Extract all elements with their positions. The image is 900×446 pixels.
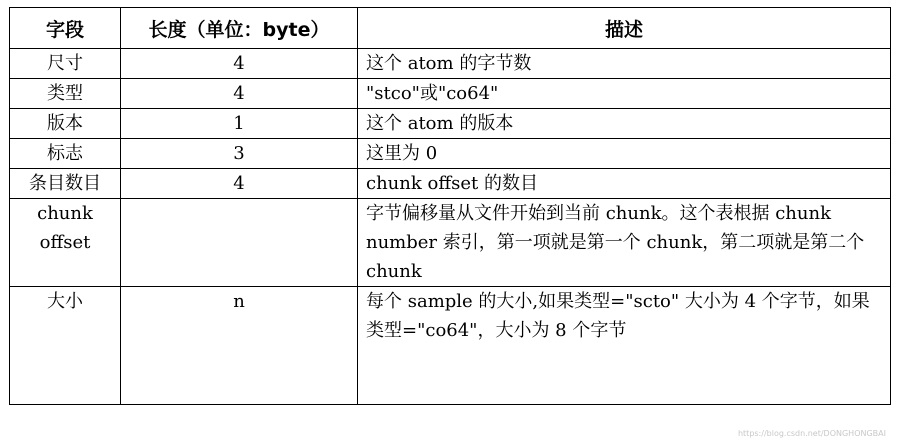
description-cell: "stco"或"co64" xyxy=(358,79,891,109)
description-cell: 这里为 0 xyxy=(358,139,891,169)
table-row xyxy=(10,49,891,79)
description-cell: 字节偏移量从文件开始到当前 chunk。这个表根据 chunk number 索引，第一项就是第一个 chunk，第二项就是第二个 chunk xyxy=(358,199,891,287)
field-cell: 标志 xyxy=(10,139,121,169)
header-length: 长度（单位：byte） xyxy=(121,8,358,49)
field-cell: 版本 xyxy=(10,109,121,139)
table-row xyxy=(10,139,891,169)
table-row xyxy=(10,199,891,287)
length-cell: 3 xyxy=(121,139,358,169)
table-row xyxy=(10,79,891,109)
atom-spec-table xyxy=(9,7,891,405)
table-row xyxy=(10,287,891,405)
header-row xyxy=(10,8,891,49)
header-field: 字段 xyxy=(10,8,121,49)
description-cell: 这个 atom 的版本 xyxy=(358,109,891,139)
field-cell: 大小 xyxy=(10,287,121,405)
table-row xyxy=(10,169,891,199)
table-row xyxy=(10,109,891,139)
description-cell: chunk offset 的数目 xyxy=(358,169,891,199)
field-cell: chunk offset xyxy=(10,199,121,287)
field-cell: 条目数目 xyxy=(10,169,121,199)
description-cell: 这个 atom 的字节数 xyxy=(358,49,891,79)
length-cell: 1 xyxy=(121,109,358,139)
field-cell: 尺寸 xyxy=(10,49,121,79)
field-cell: 类型 xyxy=(10,79,121,109)
length-cell: 4 xyxy=(121,79,358,109)
length-cell xyxy=(121,199,358,287)
length-cell: n xyxy=(121,287,358,405)
watermark: https://blog.csdn.net/DONGHONGBAI xyxy=(737,429,886,438)
description-cell: 每个 sample 的大小,如果类型="scto" 大小为 4 个字节，如果类型="co64"，大小为 8 个字节 xyxy=(358,287,891,405)
length-cell: 4 xyxy=(121,169,358,199)
header-description: 描述 xyxy=(358,8,891,49)
length-cell: 4 xyxy=(121,49,358,79)
